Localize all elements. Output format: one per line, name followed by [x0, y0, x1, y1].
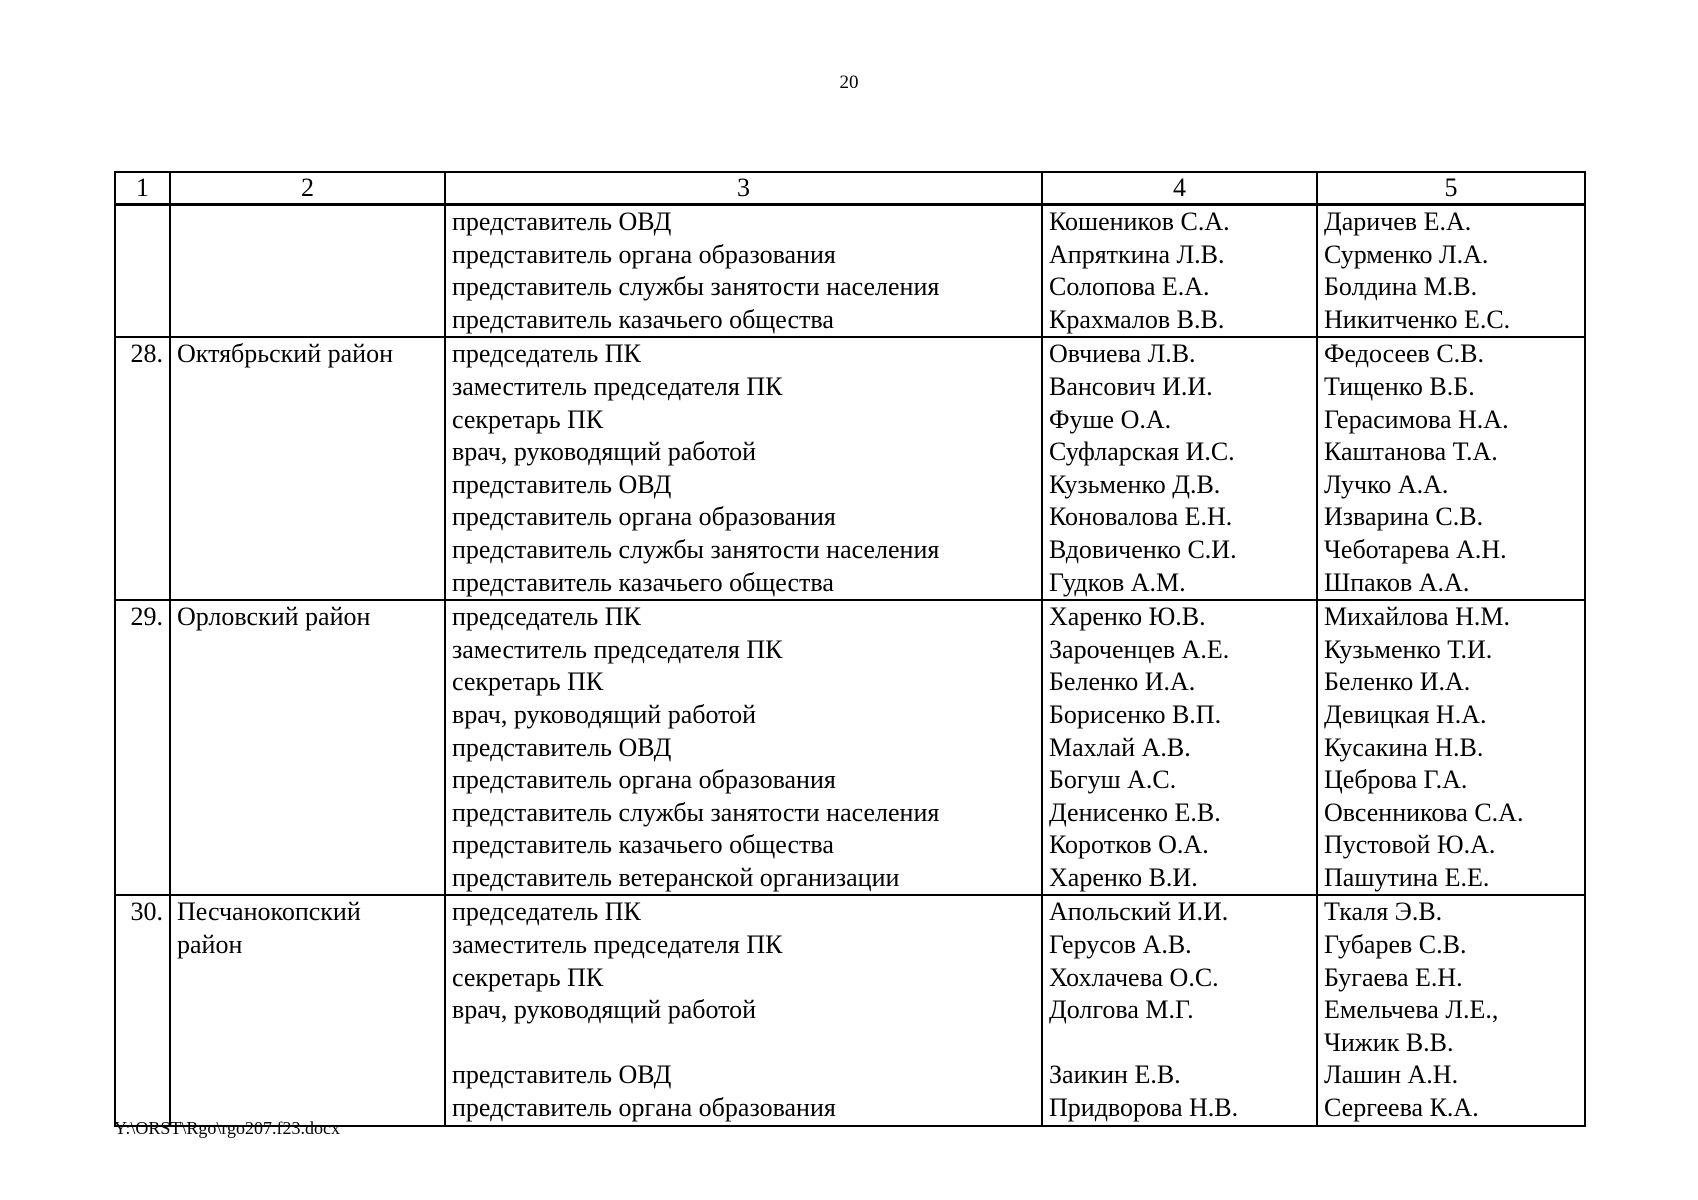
member-name: Овчиева Л.В.: [1049, 339, 1196, 369]
position: секретарь ПК: [452, 667, 604, 697]
position: заместитель председателя ПК: [452, 634, 783, 664]
district-name: [177, 206, 438, 239]
position: представитель ОВД: [452, 732, 672, 762]
reserve-name: Герасимова Н.А.: [1324, 404, 1509, 434]
position: представитель службы занятости населения: [452, 272, 940, 302]
position: представитель ветеранской организации: [452, 862, 900, 892]
reserve-name: Каштанова Т.А.: [1324, 437, 1498, 467]
position: представитель службы занятости населения: [452, 797, 940, 827]
member-name: Махлай А.В.: [1049, 732, 1191, 762]
reserve-name: Губарев С.В.: [1324, 930, 1467, 960]
header-row: [115, 172, 1585, 205]
reserve-name: Сергеева К.А.: [1324, 1093, 1479, 1123]
reserve-name: Михайлова Н.М.: [1324, 602, 1510, 632]
reserve-name-cell: [1317, 337, 1585, 600]
reserve-name-cell: [1317, 600, 1585, 895]
file-path-footer: Y:\ORST\Rgo\rgo207.f23.docx: [114, 1118, 341, 1138]
member-name: Денисенко Е.В.: [1049, 797, 1221, 827]
page-number: 20: [839, 72, 859, 93]
table-row: [115, 337, 1585, 600]
reserve-name: Чеботарева А.Н.: [1324, 534, 1507, 564]
district-name: район: [177, 930, 243, 960]
member-name: Борисенко В.П.: [1049, 699, 1222, 729]
member-name: Крахмалов В.В.: [1049, 304, 1225, 334]
member-name: Апольский И.И.: [1049, 897, 1229, 927]
reserve-name: Чижик В.В.: [1324, 1027, 1454, 1057]
member-name: Солопова Е.А.: [1049, 272, 1210, 302]
position: председатель ПК: [452, 339, 641, 369]
position: представитель органа образования: [452, 502, 836, 532]
member-name: Апряткина Л.В.: [1049, 239, 1225, 269]
position: [452, 1027, 1035, 1060]
reserve-name: Кусакина Н.В.: [1324, 732, 1484, 762]
row-number: 30.: [115, 895, 170, 1125]
reserve-name: Пустовой Ю.А.: [1324, 830, 1496, 860]
position: представитель органа образования: [452, 239, 836, 269]
header-col-1: 1: [115, 172, 170, 205]
position: представитель ОВД: [452, 469, 672, 499]
reserve-name: Беленко И.А.: [1324, 667, 1471, 697]
position: секретарь ПК: [452, 404, 604, 434]
reserve-name: Девицкая Н.А.: [1324, 699, 1487, 729]
reserve-name: Кузьменко Т.И.: [1324, 634, 1493, 664]
position: председатель ПК: [452, 897, 641, 927]
member-name: Долгова М.Г.: [1049, 995, 1194, 1025]
reserve-name: Болдина М.В.: [1324, 272, 1478, 302]
member-name: Вансович И.И.: [1049, 371, 1213, 401]
member-name: Фуше О.А.: [1049, 404, 1172, 434]
member-name: Кузьменко Д.В.: [1049, 469, 1221, 499]
position-cell: [445, 600, 1042, 895]
district-name: Песчанокопский: [177, 897, 361, 927]
member-name: Герусов А.В.: [1049, 930, 1192, 960]
member-name-cell: [1042, 337, 1317, 600]
position: представитель органа образования: [452, 1093, 836, 1123]
reserve-name: Никитченко Е.С.: [1324, 304, 1511, 334]
reserve-name: Тищенко В.Б.: [1324, 371, 1475, 401]
reserve-name: Шпаков А.А.: [1324, 567, 1470, 597]
commission-table: [114, 171, 1586, 1127]
member-name: Коновалова Е.Н.: [1049, 502, 1233, 532]
position: секретарь ПК: [452, 962, 604, 992]
table-row: [115, 600, 1585, 895]
reserve-name: Федосеев С.В.: [1324, 339, 1485, 369]
member-name: Беленко И.А.: [1049, 667, 1196, 697]
position-cell: [445, 337, 1042, 600]
reserve-name: Изварина С.В.: [1324, 502, 1484, 532]
member-name: Богуш А.С.: [1049, 765, 1177, 795]
position: заместитель председателя ПК: [452, 930, 783, 960]
row-number: 28.: [115, 337, 170, 600]
reserve-name: Пашутина Е.Е.: [1324, 862, 1490, 892]
position: представитель казачьего общества: [452, 304, 834, 334]
position-cell: [445, 205, 1042, 338]
position: представитель органа образования: [452, 765, 836, 795]
header-col-4: 4: [1042, 172, 1317, 205]
position: председатель ПК: [452, 602, 641, 632]
district-name: Октябрьский район: [177, 339, 393, 369]
member-name: Придворова Н.В.: [1049, 1093, 1239, 1123]
reserve-name-cell: [1317, 895, 1585, 1125]
position: представитель казачьего общества: [452, 830, 834, 860]
header-col-5: 5: [1317, 172, 1585, 205]
header-col-3: 3: [445, 172, 1042, 205]
position: врач, руководящий работой: [452, 699, 757, 729]
member-name-cell: [1042, 895, 1317, 1125]
member-name: Коротков О.А.: [1049, 830, 1209, 860]
table-body: [115, 205, 1585, 1126]
position: врач, руководящий работой: [452, 437, 757, 467]
reserve-name: Бугаева Е.Н.: [1324, 962, 1463, 992]
reserve-name-cell: [1317, 205, 1585, 338]
member-name-cell: [1042, 600, 1317, 895]
reserve-name: Ткаля Э.В.: [1324, 897, 1443, 927]
position: представитель ОВД: [452, 207, 672, 236]
reserve-name: Лашин А.Н.: [1324, 1060, 1459, 1090]
member-name: Зароченцев А.Е.: [1049, 634, 1230, 664]
member-name-cell: [1042, 205, 1317, 338]
header-col-2: 2: [170, 172, 445, 205]
reserve-name: Цеброва Г.А.: [1324, 765, 1468, 795]
reserve-name: Даричев Е.А.: [1324, 207, 1472, 236]
district-name-cell: [170, 895, 445, 1125]
member-name: [1049, 1027, 1310, 1060]
table-header: [115, 172, 1585, 205]
member-name: Заикин Е.В.: [1049, 1060, 1181, 1090]
reserve-name: Сурменко Л.А.: [1324, 239, 1489, 269]
position: врач, руководящий работой: [452, 995, 757, 1025]
district-name: Орловский район: [177, 602, 371, 632]
row-number: [115, 205, 170, 338]
position: представитель ОВД: [452, 1060, 672, 1090]
member-name: Кошеников С.А.: [1049, 207, 1230, 236]
position: представитель казачьего общества: [452, 567, 834, 597]
district-name-cell: [170, 600, 445, 895]
member-name: Гудков А.М.: [1049, 567, 1186, 597]
member-name: Харенко Ю.В.: [1049, 602, 1206, 632]
row-number: 29.: [115, 600, 170, 895]
position: заместитель председателя ПК: [452, 371, 783, 401]
member-name: Харенко В.И.: [1049, 862, 1198, 892]
table-row: [115, 895, 1585, 1125]
position-cell: [445, 895, 1042, 1125]
reserve-name: Овсенникова С.А.: [1324, 797, 1524, 827]
district-name-cell: [170, 205, 445, 338]
table-row: [115, 205, 1585, 338]
reserve-name: Емельчева Л.Е.,: [1324, 995, 1499, 1025]
member-name: Хохлачева О.С.: [1049, 962, 1219, 992]
member-name: Вдовиченко С.И.: [1049, 534, 1237, 564]
member-name: Суфларская И.С.: [1049, 437, 1235, 467]
position: представитель службы занятости населения: [452, 534, 940, 564]
district-name-cell: [170, 337, 445, 600]
reserve-name: Лучко А.А.: [1324, 469, 1449, 499]
